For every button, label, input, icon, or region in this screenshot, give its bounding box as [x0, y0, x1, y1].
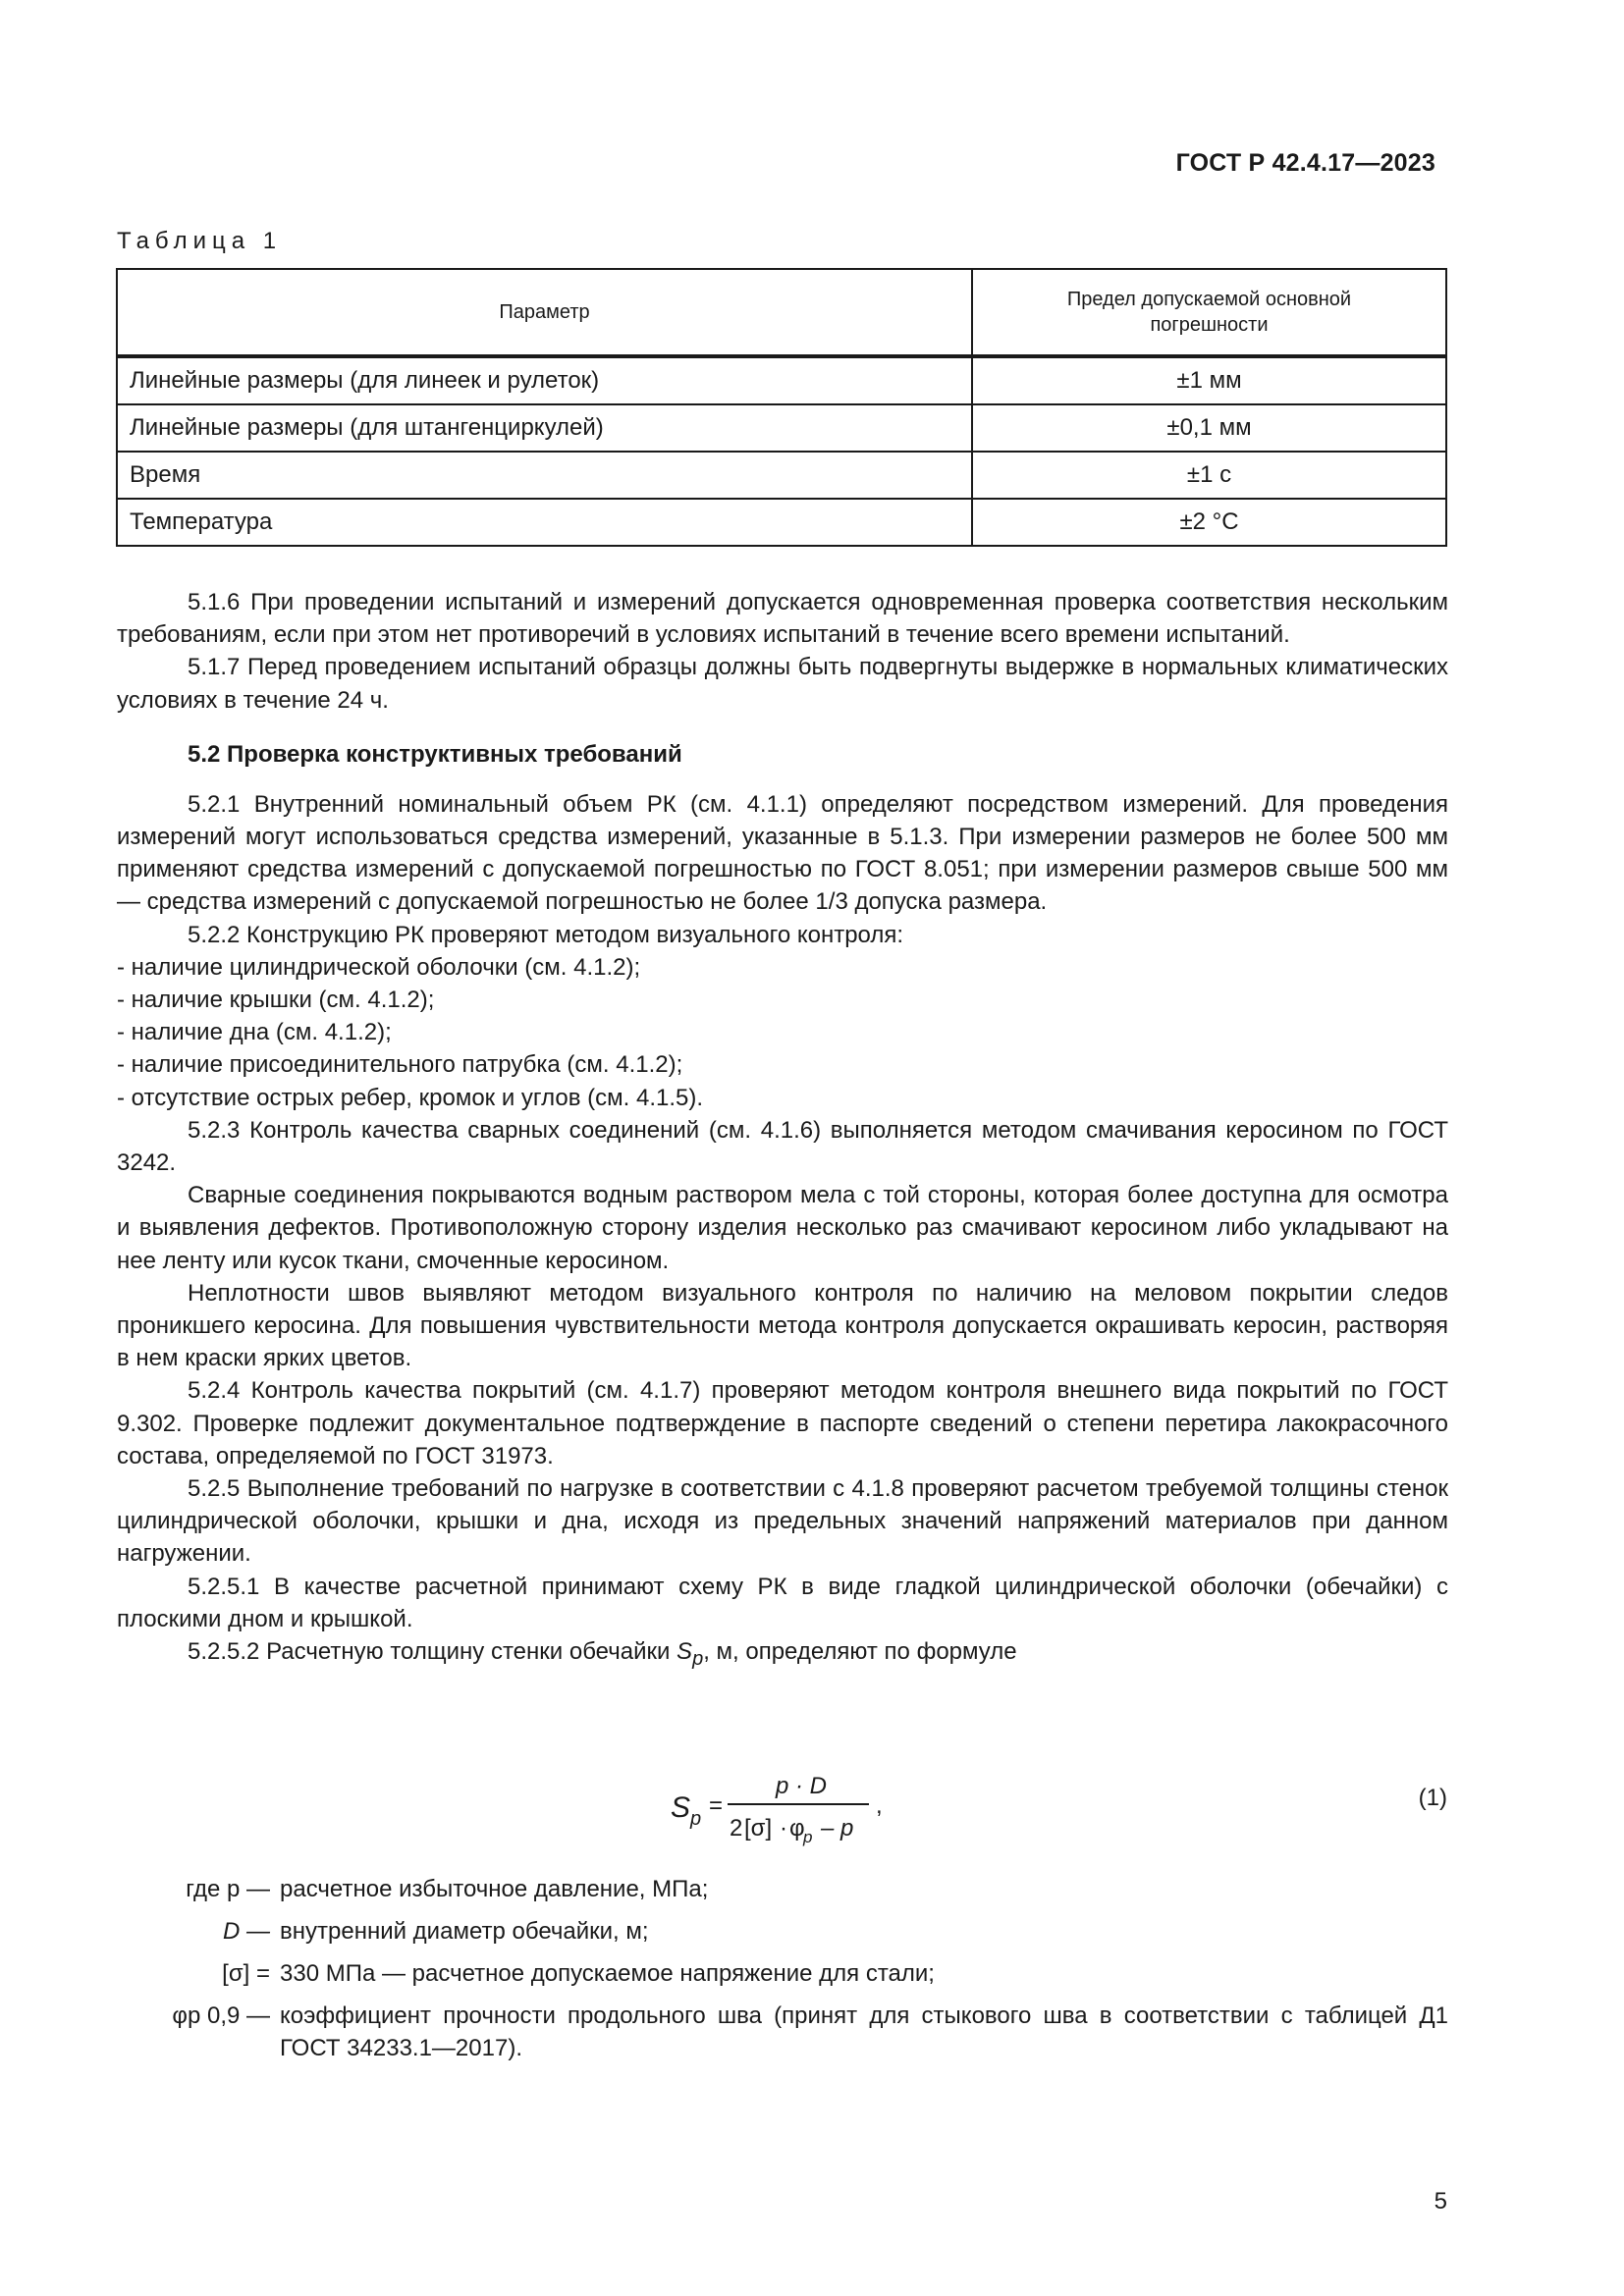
table-cell-limit: ±1 с [972, 452, 1446, 499]
table-cell-limit: ±2 °C [972, 499, 1446, 546]
list-item: - наличие крышки (см. 4.1.2); [117, 987, 435, 1014]
equation-number: (1) [1418, 1785, 1447, 1811]
page-number: 5 [1434, 2188, 1447, 2215]
legend-row [117, 1915, 1448, 1948]
list-item: - отсутствие острых ребер, кромок и углов (см. 4.1.5). [117, 1084, 704, 1111]
table-cell-limit: ±1 мм [972, 356, 1446, 404]
body-text [117, 586, 1448, 1676]
thickness-subscript: p [692, 1647, 704, 1670]
legend-row [117, 1957, 1448, 1990]
table-cell-param: Температура [117, 499, 972, 546]
document-id-header: ГОСТ Р 42.4.17—2023 [1175, 149, 1435, 177]
paragraph-5-2-3-b: Сварные соединения покрываются водным раствором мела с той стороны, которая более доступна для осмотра и выявления дефектов. Противоположную сторону изделия несколько раз смачивают керосином либо укладывают на нее ленту или кусок ткани, смоченные керосином. [117, 1182, 1448, 1274]
formula-den-2: 2 [730, 1815, 743, 1842]
formula-den-dot: · [780, 1815, 787, 1842]
paragraph-5-2-3-c: Неплотности швов выявляют методом визуального контроля по наличию на меловом покрытии следов проникшего керосина. Для повышения чувствительности метода контроля допускается окрашивать керосин, растворяя в нем краски ярких цветов. [117, 1279, 1448, 1372]
legend-text: расчетное избыточное давление, МПа; [280, 1876, 709, 1902]
formula-numerator: p · D [776, 1773, 828, 1799]
formula-equals: = [709, 1792, 724, 1819]
table-caption: Таблица 1 [117, 228, 283, 254]
section-heading-5-2: 5.2 Проверка конструктивных требований [188, 740, 682, 768]
formula-den-phi-sub: p [803, 1828, 813, 1846]
paragraph-5-2-1: 5.2.1 Внутренний номинальный объем РК (см. 4.1.1) определяют посредством измерений. Для проведения измерений могут использоваться средства измерений, указанные в 5.1.3. При измерении размеров не более 500 мм применяют средства измерений с допускаемой погрешностью по ГОСТ 8.051; при измерении размеров свыше 500 мм — средства измерений с допускаемой погрешностью не более 1/3 допуска размера. [117, 790, 1448, 916]
paragraph-5-2-5-2-pre: 5.2.5.2 Расчетную толщину стенки обечайки [188, 1638, 677, 1666]
paragraph-5-2-2: 5.2.2 Конструкцию РК проверяют методом визуального контроля: [188, 921, 904, 948]
table-cell-param: Время [117, 452, 972, 499]
legend-row [117, 2000, 1448, 2064]
list-item: - наличие дна (см. 4.1.2); [117, 1019, 392, 1046]
formula-den-sigma: [σ] [744, 1815, 773, 1842]
paragraph-5-1-6: 5.1.6 При проведении испытаний и измерений допускается одновременная проверка соответствия нескольким требованиям, если при этом нет противоречий в условиях испытаний в течение всего времени испытаний. [117, 589, 1448, 649]
legend-symbol: где p — [186, 1876, 270, 1902]
list-item: - наличие присоединительного патрубка (см. 4.1.2); [117, 1051, 683, 1079]
list-item: - наличие цилиндрической оболочки (см. 4.1.2); [117, 953, 641, 981]
column-header-limit-text: Предел допускаемой основной погрешности [1066, 289, 1352, 336]
table-row [117, 404, 1446, 452]
table-row [117, 499, 1446, 546]
formula-1 [0, 1762, 1624, 1850]
legend-text: 330 МПа — расчетное допускаемое напряжение для стали; [280, 1960, 935, 1987]
formula-comma: , [876, 1792, 883, 1819]
table-header-row [117, 269, 1446, 356]
measurement-accuracy-table [116, 268, 1447, 547]
column-header-parameter: Параметр [117, 269, 972, 356]
formula-legend [117, 1873, 1448, 2074]
table-row [117, 452, 1446, 499]
paragraph-5-2-3: 5.2.3 Контроль качества сварных соединений (см. 4.1.6) выполняется методом смачивания керосином по ГОСТ 3242. [117, 1116, 1448, 1177]
formula-svg [0, 1762, 1624, 1850]
legend-text: коэффициент прочности продольного шва (принят для стыкового шва в соответствии с таблицей Д1 ГОСТ 34233.1—2017). [280, 2002, 1448, 2061]
column-header-limit [972, 269, 1446, 356]
table-cell-param: Линейные размеры (для штангенциркулей) [117, 404, 972, 452]
paragraph-5-2-5-2-post: , м, определяют по формуле [703, 1638, 1017, 1666]
paragraph-5-2-5-1: 5.2.5.1 В качестве расчетной принимают схему РК в виде гладкой цилиндрической оболочки (обечайки) с плоскими дном и крышкой. [117, 1573, 1448, 1632]
thickness-symbol: S [677, 1638, 693, 1666]
legend-symbol: φp 0,9 — [172, 2002, 270, 2029]
legend-symbol: [σ] = [222, 1960, 270, 1987]
paragraph-5-1-7: 5.1.7 Перед проведением испытаний образцы должны быть подвергнуты выдержке в нормальных климатических условиях в течение 24 ч. [117, 654, 1448, 714]
table-cell-param: Линейные размеры (для линеек и рулеток) [117, 356, 972, 404]
formula-den-minus-p: – p [821, 1815, 854, 1842]
legend-row [117, 1873, 1448, 1905]
table-cell-limit: ±0,1 мм [972, 404, 1446, 452]
legend-text: внутренний диаметр обечайки, м; [280, 1918, 649, 1945]
legend-symbol: D — [223, 1918, 270, 1945]
paragraph-5-2-5: 5.2.5 Выполнение требований по нагрузке в соответствии с 4.1.8 проверяют расчетом требуемой толщины стенок цилиндрической оболочки, крышки и дна, исходя из предельных значений напряжений материалов при данном нагружении. [117, 1475, 1448, 1568]
table-row [117, 356, 1446, 404]
paragraph-5-2-4: 5.2.4 Контроль качества покрытий (см. 4.1.7) проверяют методом контроля внешнего вида покрытий по ГОСТ 9.302. Проверке подлежит документальное подтверждение в паспорте сведений о степени перетира лакокрасочного состава, определяемой по ГОСТ 31973. [117, 1377, 1448, 1469]
formula-lhs: S [671, 1791, 691, 1824]
formula-lhs-sub: p [690, 1808, 702, 1830]
paragraph-5-2-5-2 [117, 1635, 1448, 1676]
formula-den-phi: φ [789, 1815, 805, 1842]
